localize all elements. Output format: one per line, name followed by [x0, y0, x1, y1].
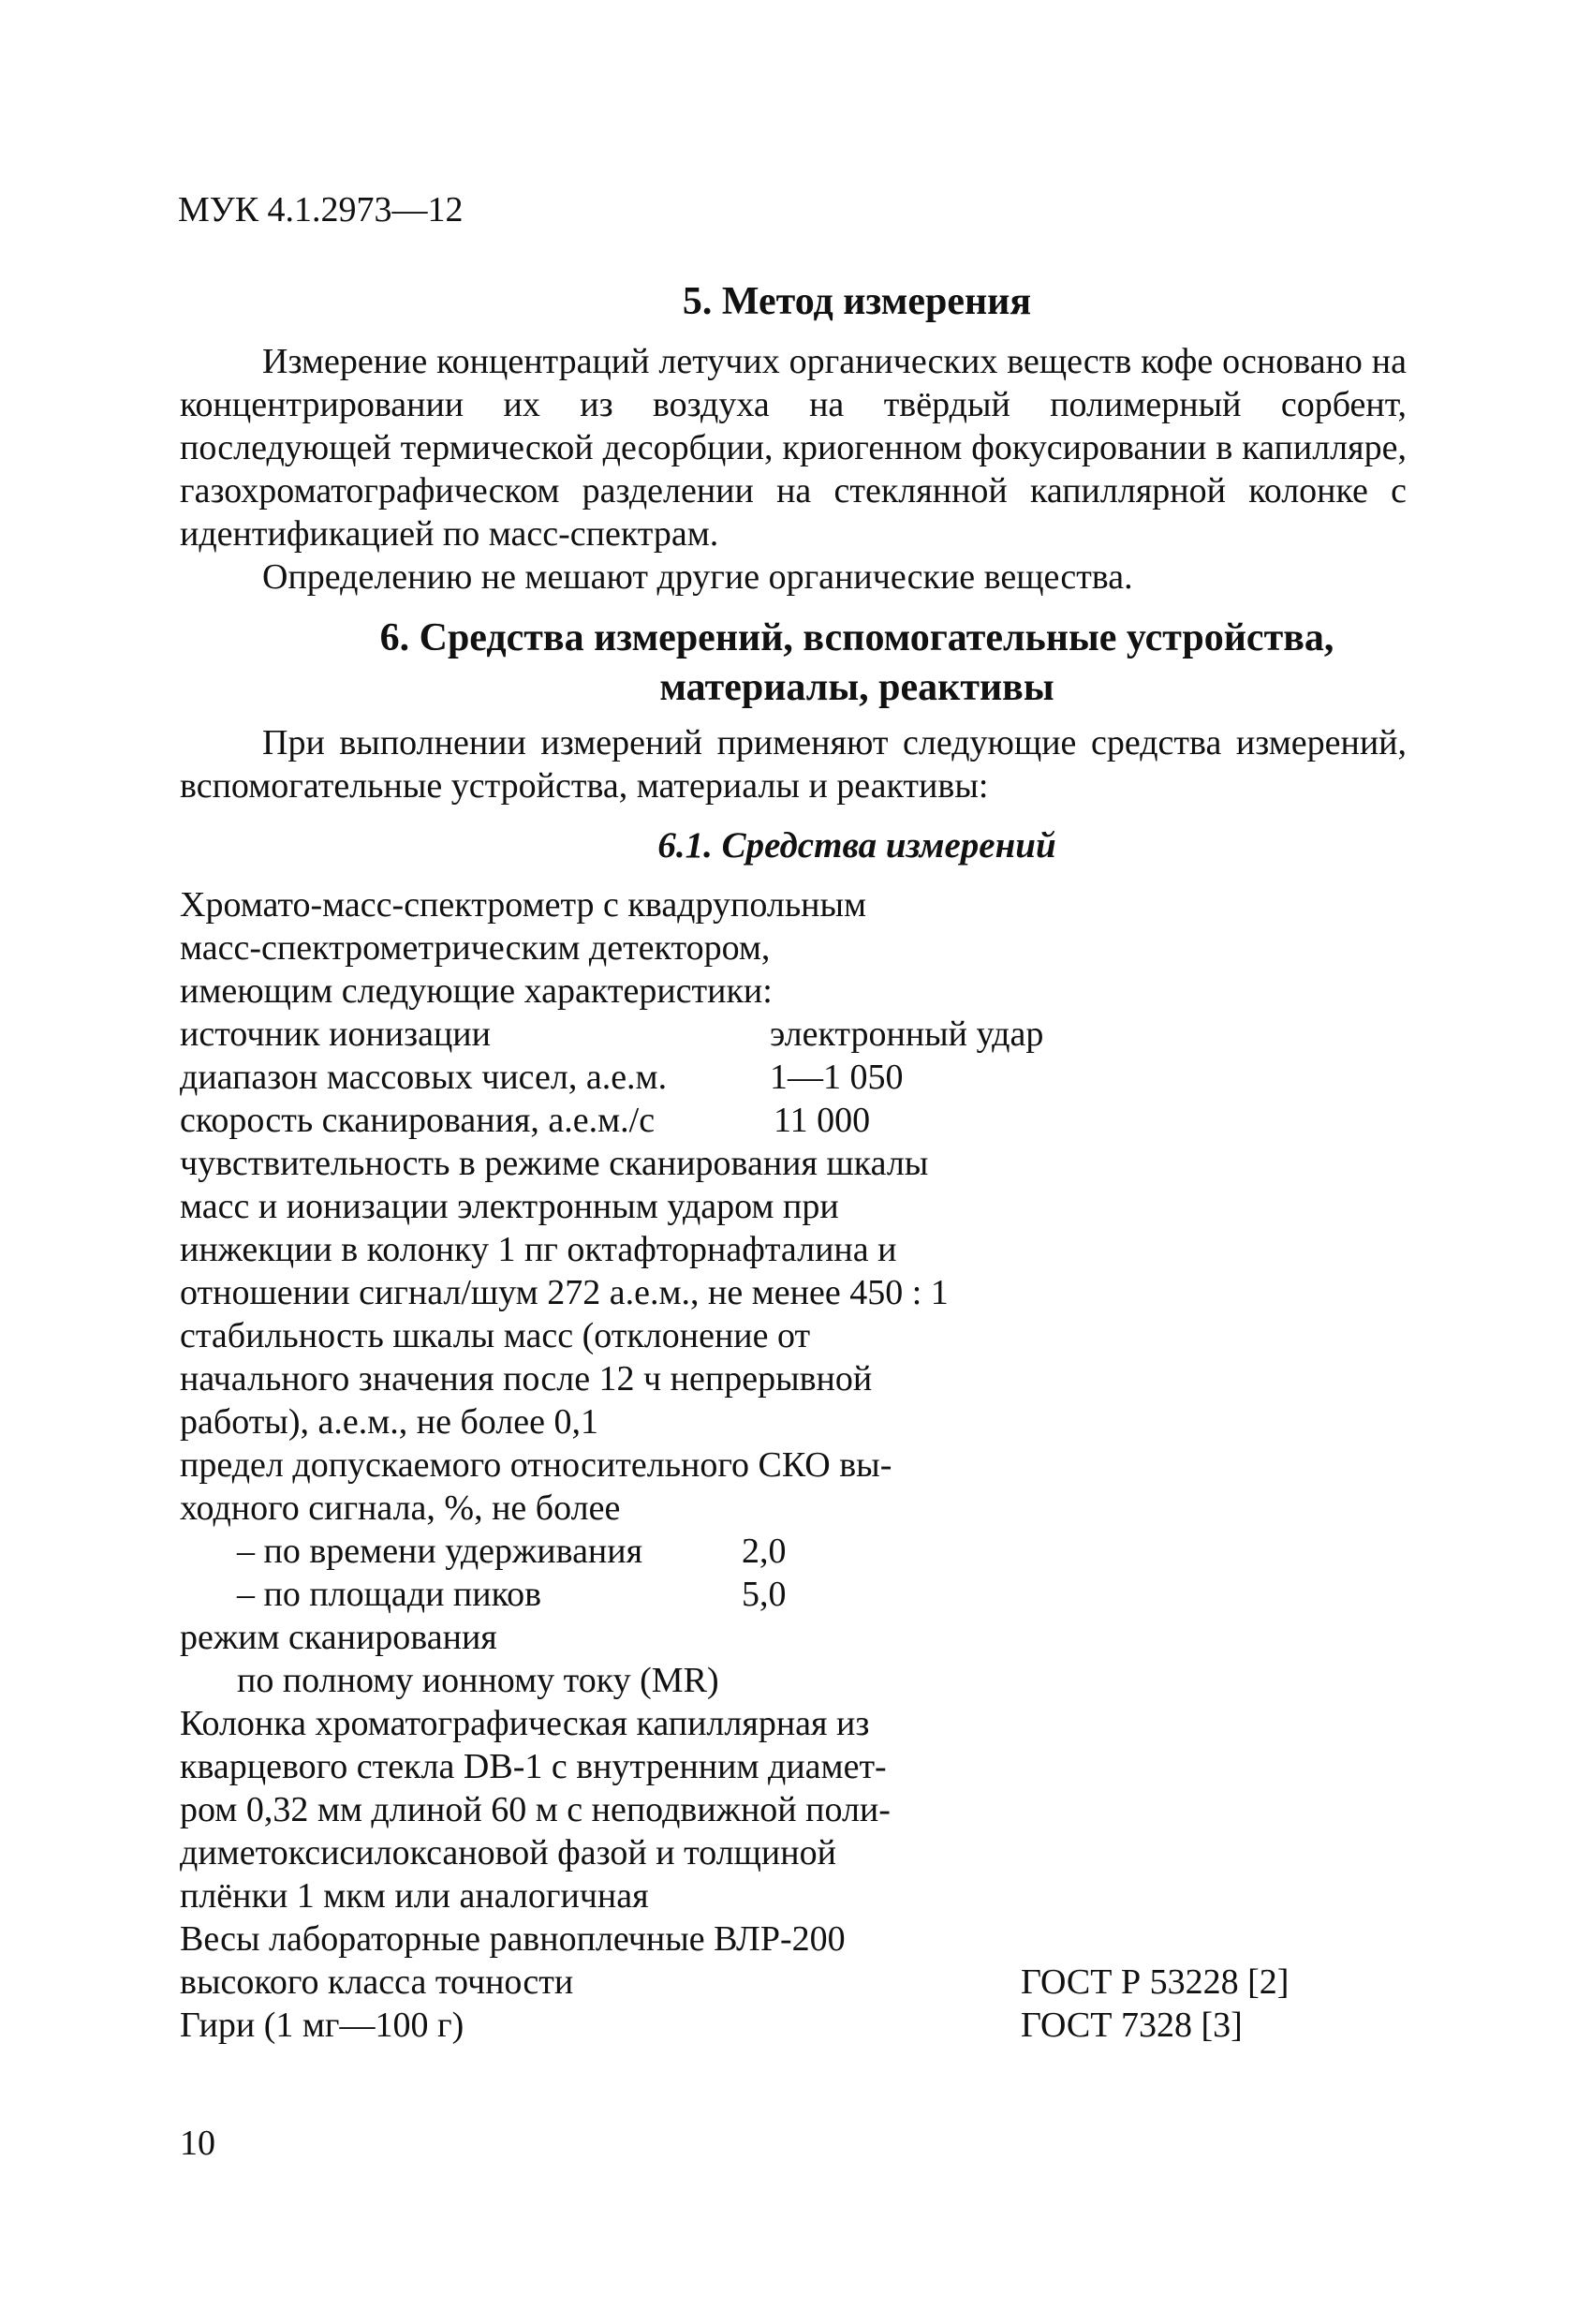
scales-gost: ГОСТ Р 53228 [2]: [1021, 1962, 1290, 2002]
weights-gost: ГОСТ 7328 [3]: [1021, 2006, 1243, 2045]
spec-value-mass-range: 1—1 050: [770, 1058, 904, 1097]
spec-label-mass-range: диапазон массовых чисел, а.е.м.: [180, 1058, 668, 1097]
spec-line: стабильность шкалы масс (отклонение от: [180, 1316, 811, 1355]
column-line: ром 0,32 мм длиной 60 м с неподвижной поли-: [180, 1790, 891, 1829]
spec-value-retention: 2,0: [742, 1532, 787, 1571]
spec-line: начального значения после 12 ч непрерывной: [180, 1359, 873, 1399]
weights-label: Гири (1 мг—100 г): [180, 2006, 464, 2045]
spec-line: отношении сигнал/шум 272 а.е.м., не менее 450 : 1: [180, 1273, 949, 1312]
spec-label-scan-speed: скорость сканирования, а.е.м./с: [180, 1101, 656, 1140]
section-5-body: [180, 340, 1407, 599]
section-6-title-line-2: материалы, реактивы: [659, 666, 1054, 709]
section-5-title: 5. Метод измерения: [682, 280, 1032, 323]
page-number: 10: [180, 2124, 215, 2163]
spec-line: имеющим следующие характеристики:: [180, 971, 773, 1011]
spec-value-peak-area: 5,0: [742, 1575, 787, 1614]
document-id: МУК 4.1.2973—12: [178, 190, 464, 229]
column-line: кварцевого стекла DB-1 с внутренним диамет-: [180, 1747, 887, 1786]
column-line: плёнки 1 мкм или аналогичная: [180, 1876, 649, 1916]
spec-line: по полному ионному току (MR): [237, 1661, 719, 1700]
spec-label-peak-area: – по площади пиков: [237, 1575, 542, 1614]
spec-line: масс и ионизации электронным ударом при: [180, 1187, 839, 1226]
scales-line: Весы лабораторные равноплечные ВЛР-200: [180, 1919, 846, 1959]
column-line: диметоксисилоксановой фазой и толщиной: [180, 1833, 836, 1873]
column-line: Колонка хроматографическая капиллярная из: [180, 1704, 870, 1743]
section-6-title-line-1: 6. Средства измерений, вспомогательные устройства,: [379, 616, 1334, 659]
spec-label-retention: – по времени удерживания: [237, 1532, 643, 1571]
spec-value-scan-speed: 11 000: [774, 1101, 871, 1140]
spec-line: масс-спектрометрическим детектором,: [180, 928, 771, 968]
section-5-paragraph: Определению не мешают другие органические вещества.: [262, 557, 1133, 597]
spec-line: работы), а.е.м., не более 0,1: [180, 1402, 599, 1442]
spec-line: чувствительность в режиме сканирования шкалы: [180, 1144, 929, 1183]
subsection-6-1-title: 6.1. Средства измерений: [657, 825, 1056, 866]
spec-line: ходного сигнала, %, не более: [180, 1488, 621, 1528]
scales-line: высокого класса точности: [180, 1962, 574, 2002]
section-5-paragraph: Измерение концентраций летучих органических веществ кофе основано на концентрировании их из воздуха на твёрдый полимерный сорбент, последующей термической десорбции, криогенном фокусировании в капилляре, газохроматографическом разделении на стеклянной капиллярной колонке с идентификацией по масс-спектрам.: [180, 342, 1407, 554]
spec-line: предел допускаемого относительного СКО вы-: [180, 1445, 892, 1485]
spec-line: инжекции в колонку 1 пг октафторнафталина и: [180, 1230, 897, 1269]
spec-line: режим сканирования: [180, 1618, 497, 1657]
section-6-intro-text: При выполнении измерений применяют следующие средства измерений, вспомогательные устройства, материалы и реактивы:: [180, 723, 1407, 806]
spec-value-ionization: электронный удар: [770, 1014, 1044, 1054]
section-6-intro: [180, 721, 1407, 807]
spec-line: Хромато-масс-спектрометр с квадрупольным: [180, 885, 867, 925]
spec-label-ionization: источник ионизации: [180, 1014, 491, 1054]
